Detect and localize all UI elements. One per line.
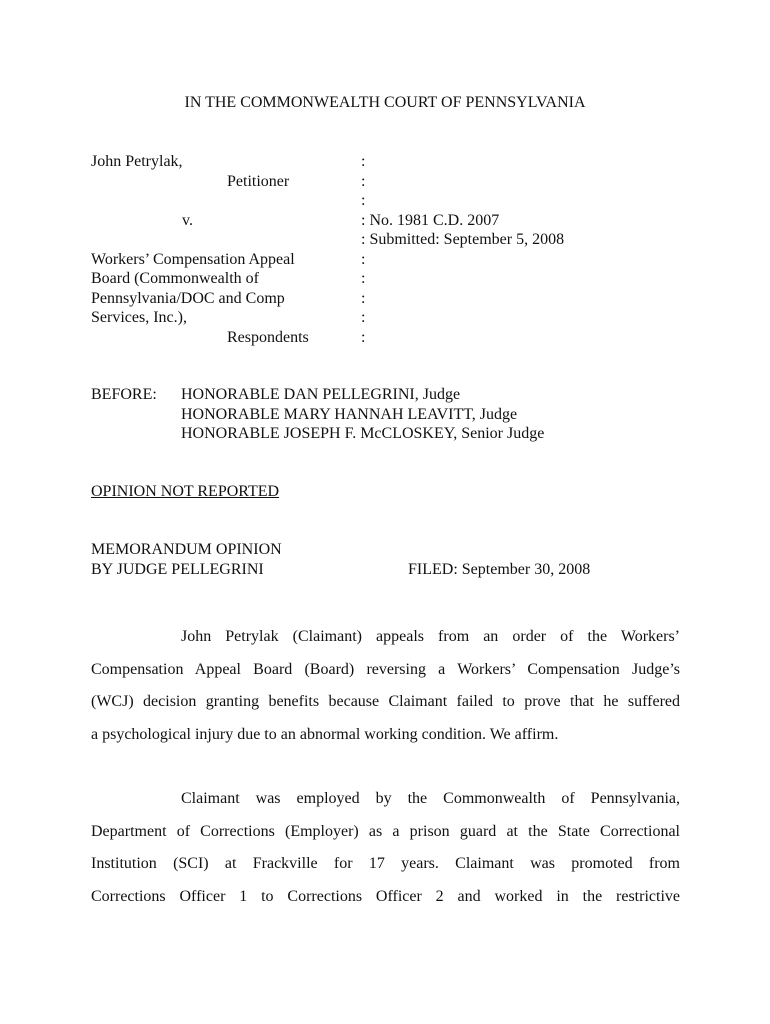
judge-name: HONORABLE JOSEPH F. McCLOSKEY, Senior Judge <box>181 425 545 442</box>
opinion-status: OPINION NOT REPORTED <box>91 483 280 500</box>
memorandum-author: BY JUDGE PELLEGRINI <box>91 560 264 578</box>
respondent-name-line: Board (Commonwealth of <box>91 270 259 287</box>
body-paragraph <box>91 783 680 913</box>
respondent-name-line: Services, Inc.), <box>91 309 187 326</box>
judge-name: HONORABLE MARY HANNAH LEAVITT, Judge <box>181 405 518 423</box>
memorandum-title: MEMORANDUM OPINION <box>91 541 282 558</box>
paragraph-line: Department of Corrections (Employer) as a prison guard at the State Correctional <box>91 822 680 840</box>
submitted-date: : Submitted: September 5, 2008 <box>361 231 565 248</box>
case-caption-parties <box>91 152 341 347</box>
judge-name: HONORABLE DAN PELLEGRINI, Judge <box>181 386 461 403</box>
caption-colon: : <box>361 192 366 209</box>
judges-list <box>181 385 544 444</box>
paragraph-line: Claimant was employed by the Commonwealth of Pennsylvania, <box>181 790 680 807</box>
caption-colon: : <box>361 309 366 326</box>
case-caption-docket <box>361 152 564 347</box>
caption-colon: : <box>361 328 366 346</box>
filed-date: FILED: September 30, 2008 <box>408 561 591 578</box>
respondent-name-line: Pennsylvania/DOC and Comp <box>91 289 285 307</box>
petitioner-role: Petitioner <box>227 172 290 190</box>
paragraph-line: John Petrylak (Claimant) appeals from an order of the Workers’ <box>181 628 680 645</box>
petitioner-name: John Petrylak, <box>91 153 183 170</box>
body-paragraph <box>91 621 680 751</box>
court-title: IN THE COMMONWEALTH COURT OF PENNSYLVANIA <box>184 94 586 111</box>
paragraph-line: a psychological injury due to an abnormal working condition. We affirm. <box>91 725 559 743</box>
before-label: BEFORE: <box>91 386 157 403</box>
respondent-role: Respondents <box>227 328 309 346</box>
caption-colon: : <box>361 153 366 170</box>
paragraph-line: Compensation Appeal Board (Board) reversing a Workers’ Compensation Judge’s <box>91 660 680 678</box>
paragraph-line: Institution (SCI) at Frackville for 17 years. Claimant was promoted from <box>91 855 680 872</box>
docket-number: : No. 1981 C.D. 2007 <box>361 211 500 229</box>
paragraph-line: Corrections Officer 1 to Corrections Officer 2 and worked in the restrictive <box>91 887 680 905</box>
respondent-name-line: Workers’ Compensation Appeal <box>91 250 295 268</box>
caption-colon: : <box>361 270 366 287</box>
memorandum-heading <box>91 540 282 579</box>
caption-spacer <box>91 230 341 250</box>
caption-spacer <box>91 191 341 211</box>
versus-label: v. <box>182 211 193 229</box>
caption-colon: : <box>361 289 366 307</box>
paragraph-line: (WCJ) decision granting benefits because Claimant failed to prove that he suffered <box>91 693 680 710</box>
caption-colon: : <box>361 172 366 190</box>
caption-colon: : <box>361 250 366 268</box>
